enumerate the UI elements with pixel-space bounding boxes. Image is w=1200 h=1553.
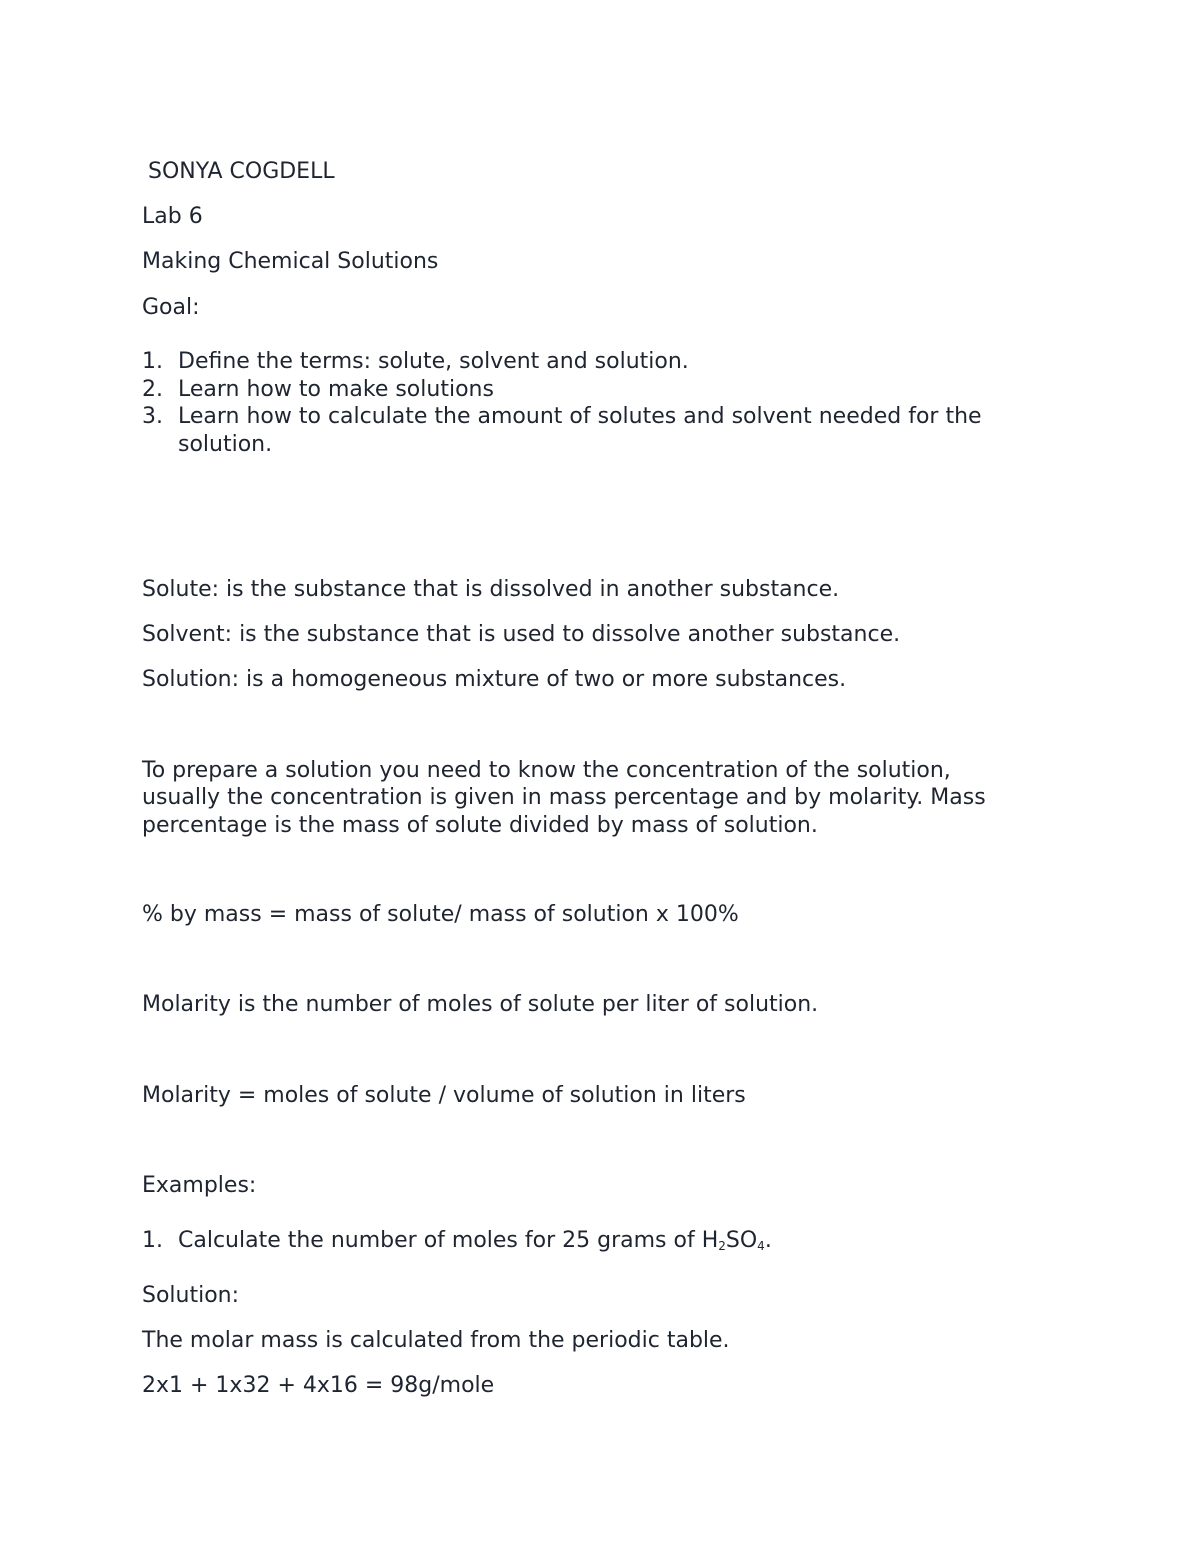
molar-mass-calculation: 2x1 + 1x32 + 4x16 = 98g/mole [142, 1373, 495, 1398]
example-text: Calculate the number of moles for 25 grams of H [178, 1228, 719, 1253]
solvent-definition: Solvent: is the substance that is used to dissolve another substance. [142, 622, 901, 647]
paragraph-line: To prepare a solution you need to know the concentration of the solution, [142, 758, 951, 783]
example-text: . [764, 1228, 772, 1253]
solute-definition: Solute: is the substance that is dissolved in another substance. [142, 577, 840, 602]
author-name: SONYA COGDELL [148, 159, 335, 184]
document-title: Making Chemical Solutions [142, 249, 439, 274]
paragraph-line: usually the concentration is given in mass percentage and by molarity. Mass [142, 785, 986, 810]
examples-label: Examples: [142, 1173, 257, 1198]
mass-percent-formula: % by mass = mass of solute/ mass of solution x 100% [142, 902, 739, 927]
goal-label: Goal: [142, 295, 200, 320]
goal-number: 3. [142, 404, 163, 429]
goal-item: Learn how to calculate the amount of solutes and solvent needed for the [178, 404, 982, 429]
goal-number: 1. [142, 349, 163, 374]
molarity-formula: Molarity = moles of solute / volume of solution in liters [142, 1083, 746, 1108]
solution-label: Solution: [142, 1283, 240, 1308]
example-number: 1. [142, 1228, 163, 1253]
goal-item: Learn how to make solutions [178, 377, 494, 402]
example-item [178, 1227, 772, 1261]
molar-mass-text: The molar mass is calculated from the periodic table. [142, 1328, 730, 1353]
example-text: SO [725, 1228, 758, 1253]
subscript: 2 [718, 1239, 726, 1253]
goal-item: Define the terms: solute, solvent and solution. [178, 349, 689, 374]
goal-item-continuation: solution. [178, 432, 273, 457]
molarity-definition: Molarity is the number of moles of solute per liter of solution. [142, 992, 819, 1017]
solution-definition: Solution: is a homogeneous mixture of two or more substances. [142, 667, 847, 692]
goal-number: 2. [142, 377, 163, 402]
lab-number: Lab 6 [142, 204, 203, 229]
paragraph-line: percentage is the mass of solute divided by mass of solution. [142, 813, 818, 838]
subscript: 4 [757, 1239, 765, 1253]
